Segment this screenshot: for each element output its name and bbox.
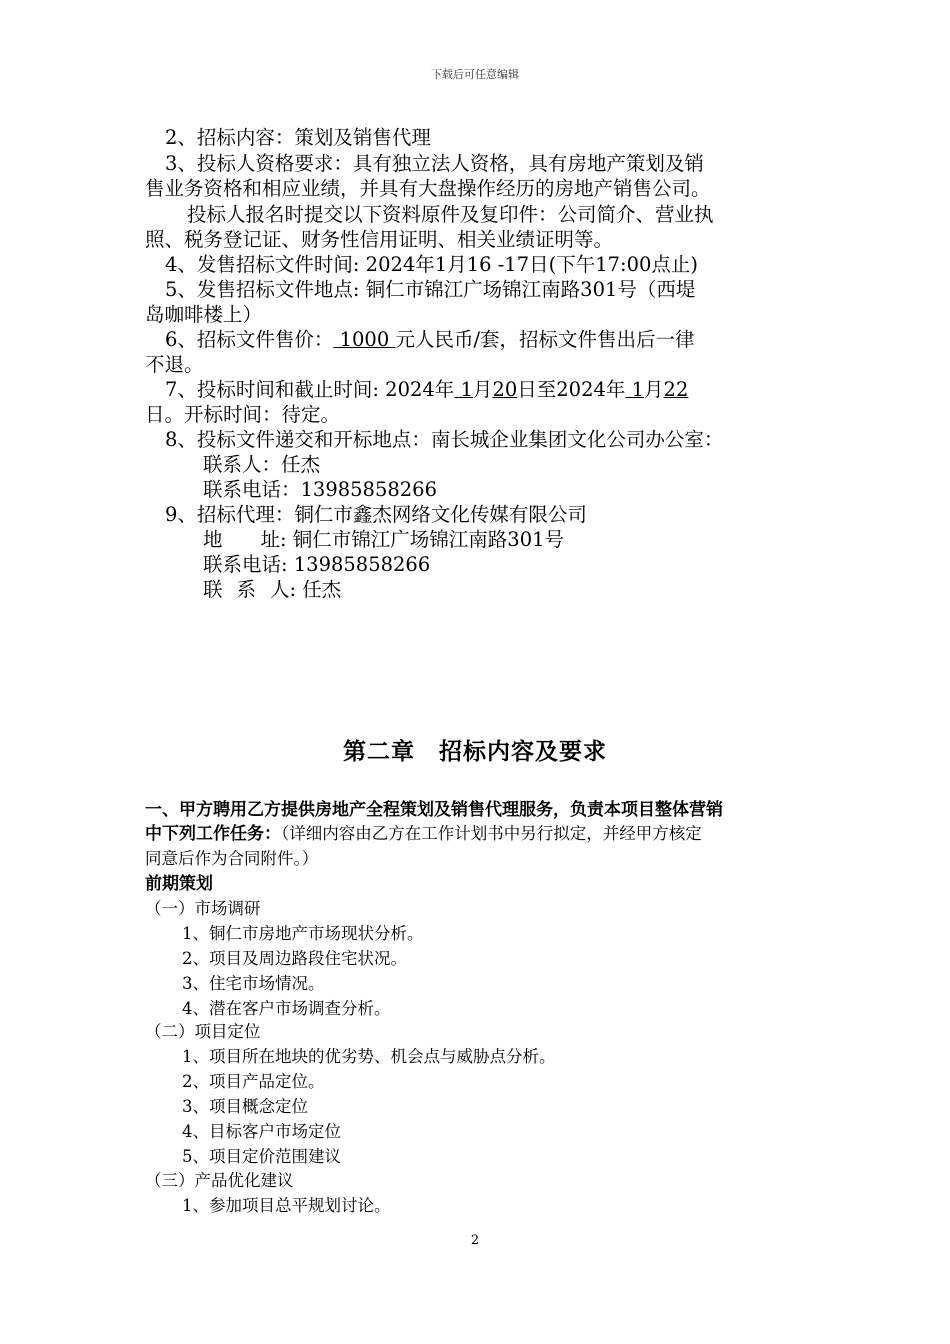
list-item: 3、住宅市场情况。	[182, 974, 325, 993]
contact-char-1: 联	[203, 578, 223, 601]
line-bid-content: 2、招标内容：策划及销售代理	[165, 126, 431, 149]
line-contact-phone: 联系电话：13985858266	[203, 478, 437, 501]
list-item: 1、项目所在地块的优劣势、机会点与威胁点分析。	[182, 1047, 556, 1066]
line-sale-location: 5、发售招标文件地点: 铜仁市锦江广场锦江南路301号（西堤	[165, 278, 696, 301]
line-materials-cont: 照、税务登记证、财务性信用证明、相关业绩证明等。	[145, 228, 614, 251]
list-item: 4、目标客户市场定位	[182, 1122, 341, 1141]
section-heading-line1: 一、甲方聘用乙方提供房地产全程策划及销售代理服务，负责本项目整体营销	[145, 800, 723, 820]
list-item: 2、项目产品定位。	[182, 1072, 325, 1091]
bid-start-month: 1	[454, 378, 473, 401]
contact-char-2: 系	[236, 578, 257, 601]
price-value: 1000	[333, 328, 396, 351]
line-materials: 投标人报名时提交以下资料原件及复印件：公司简介、营业执	[187, 203, 714, 226]
line-price	[165, 328, 695, 352]
line-sale-time: 4、发售招标文件时间: 2024年1月16 -17日(下午17:00点止)	[165, 253, 699, 276]
bid-start-day: 20	[492, 378, 518, 401]
line-qualification-cont: 售业务资格和相应业绩，并具有大盘操作经历的房地产销售公司。	[145, 177, 711, 200]
line-agency-phone: 联系电话: 13985858266	[203, 553, 431, 576]
line-qualification: 3、投标人资格要求：具有独立法人资格，具有房地产策划及销	[165, 152, 704, 175]
section-heading-line3: 同意后作为合同附件。）	[145, 849, 319, 868]
list-item: （一）市场调研	[145, 899, 261, 918]
section-heading-line2	[145, 823, 702, 845]
section-heading-note: （详细内容由乙方在工作计划书中另行拟定，并经甲方核定	[281, 824, 702, 843]
line-bid-time-cont: 日。开标时间：待定。	[145, 403, 341, 426]
line-sale-location-cont: 岛咖啡楼上）	[145, 303, 263, 326]
bid-time-g: 月	[644, 378, 664, 401]
page-number: 2	[470, 1233, 480, 1248]
line-price-cont: 不退。	[145, 353, 204, 376]
page-header: 下载后可任意编辑	[431, 68, 519, 81]
price-label: 6、招标文件售价：	[165, 328, 334, 351]
list-item: 1、铜仁市房地产市场现状分析。	[182, 924, 424, 943]
list-item: （二）项目定位	[145, 1022, 261, 1041]
bid-end-month: 1	[625, 378, 645, 401]
address-char-1: 地	[203, 528, 223, 551]
line-agency-contact	[203, 578, 341, 602]
bid-end-day: 22	[663, 378, 689, 401]
line-submit-location: 8、投标文件递交和开标地点：南长城企业集团文化公司办公室：	[165, 428, 724, 451]
section-heading-bold: 中下列工作任务：	[145, 824, 281, 844]
address-rest: 址: 铜仁市锦江广场锦江南路301号	[260, 528, 565, 551]
bid-time-a: 7、投标时间和截止时间: 2024年	[165, 378, 455, 401]
list-item: （三）产品优化建议	[145, 1171, 294, 1190]
contact-rest: 人: 任杰	[270, 578, 342, 601]
list-item: 5、项目定价范围建议	[182, 1147, 341, 1166]
line-agency: 9、招标代理：铜仁市鑫杰网络文化传媒有限公司	[165, 503, 587, 526]
list-item: 1、参加项目总平规划讨论。	[182, 1196, 391, 1215]
price-rest: 元人民币/套，招标文件售出后一律	[395, 328, 695, 351]
list-item: 3、项目概念定位	[182, 1097, 308, 1116]
bid-time-e: 日至2024年	[517, 378, 626, 401]
sub-title: 前期策划	[145, 874, 213, 894]
list-item: 4、潜在客户市场调查分析。	[182, 999, 391, 1018]
list-item: 2、项目及周边路段住宅状况。	[182, 949, 407, 968]
line-bid-time	[165, 378, 688, 402]
chapter-title: 第二章 招标内容及要求	[343, 739, 607, 765]
bid-time-c: 月	[472, 378, 493, 401]
line-agency-address	[203, 528, 564, 552]
line-contact-person: 联系人：任杰	[203, 453, 321, 476]
